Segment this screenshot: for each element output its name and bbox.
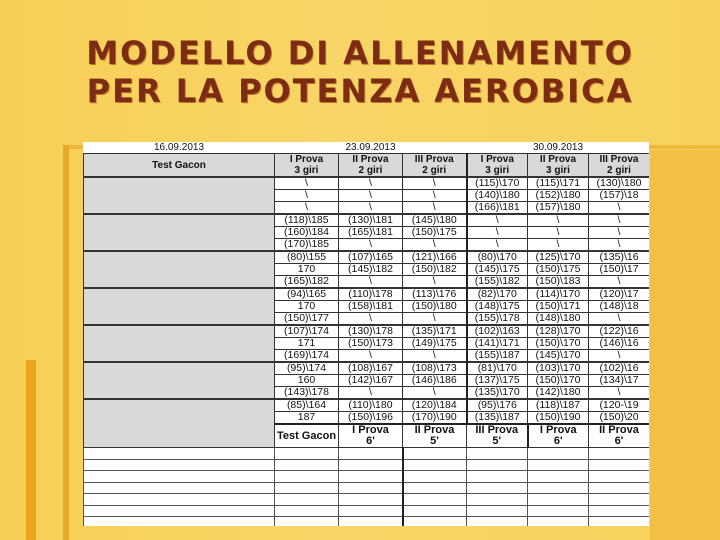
empty-cell <box>275 494 339 506</box>
table-row <box>84 288 650 301</box>
data-cell: (95)\176 <box>467 399 528 412</box>
row-label-cell <box>84 325 275 362</box>
data-cell: (157)\180 <box>528 202 589 215</box>
data-cell: (135)\171 <box>403 325 467 338</box>
data-cell: \ <box>467 227 528 239</box>
empty-cell <box>84 494 275 506</box>
data-cell: (165)\181 <box>339 227 403 239</box>
data-cell: \ <box>339 313 403 326</box>
data-cell: (149)\175 <box>403 338 467 350</box>
header-prova: III Prova <box>599 154 639 165</box>
row-label-cell <box>84 362 275 399</box>
empty-cell <box>339 505 403 517</box>
data-cell: \ <box>467 239 528 252</box>
header-prova: I Prova <box>352 424 389 436</box>
data-cell: \ <box>403 177 467 190</box>
data-cell: (108)\173 <box>403 362 467 375</box>
header-giri: 3 giri <box>294 165 319 176</box>
data-cell: \ <box>403 276 467 289</box>
data-cell: (102)\163 <box>467 325 528 338</box>
header-prova: II Prova <box>599 424 639 436</box>
empty-cell <box>403 459 467 471</box>
empty-cell <box>84 459 275 471</box>
data-cell: (150)\196 <box>339 412 403 425</box>
data-cell: (145)\182 <box>339 264 403 276</box>
empty-cell <box>467 482 528 494</box>
data-cell: \ <box>467 214 528 227</box>
empty-cell <box>84 471 275 483</box>
data-cell: (142)\180 <box>528 387 589 400</box>
data-cell: (135)\170 <box>467 387 528 400</box>
empty-row <box>84 471 650 483</box>
data-cell: (150)\17 <box>589 264 650 276</box>
data-cell: (142)\167 <box>339 375 403 387</box>
decorative-right-block <box>650 150 720 540</box>
empty-row <box>84 494 650 506</box>
table-row <box>84 214 650 227</box>
header-minutes: 6' <box>553 435 563 447</box>
header-giri: 3 giri <box>546 165 570 176</box>
data-cell: (122)\16 <box>589 325 650 338</box>
data-cell: (120)\17 <box>589 288 650 301</box>
empty-cell <box>275 448 339 460</box>
header-prova: III Prova <box>475 424 519 436</box>
data-cell: \ <box>589 313 650 326</box>
data-cell: (107)\174 <box>275 325 339 338</box>
empty-cell <box>467 517 528 527</box>
data-cell: \ <box>339 190 403 202</box>
data-cell: (114)\170 <box>528 288 589 301</box>
data-cell: (145)\180 <box>403 214 467 227</box>
data-cell: (150)\170 <box>528 375 589 387</box>
data-cell: (148)\18 <box>589 301 650 313</box>
empty-row <box>84 482 650 494</box>
empty-cell <box>467 448 528 460</box>
spreadsheet-table <box>83 142 649 526</box>
empty-row <box>84 517 650 527</box>
empty-cell <box>339 448 403 460</box>
data-cell: \ <box>589 202 650 215</box>
data-cell: (170)\190 <box>403 412 467 425</box>
date-cell: 16.09.2013 <box>84 142 275 154</box>
empty-cell <box>589 471 650 483</box>
data-cell: \ <box>589 350 650 363</box>
data-cell: \ <box>403 202 467 215</box>
data-cell: \ <box>339 202 403 215</box>
data-cell: (150)\190 <box>528 412 589 425</box>
data-cell: \ <box>339 276 403 289</box>
data-cell: (150)\182 <box>403 264 467 276</box>
header-cell <box>467 154 528 178</box>
data-cell: (152)\180 <box>528 190 589 202</box>
empty-cell <box>528 505 589 517</box>
data-cell: \ <box>528 227 589 239</box>
data-cell: \ <box>339 239 403 252</box>
data-cell: (80)\170 <box>467 251 528 264</box>
empty-row <box>84 448 650 460</box>
empty-cell <box>403 471 467 483</box>
data-cell: (150)\180 <box>403 301 467 313</box>
data-cell: (121)\166 <box>403 251 467 264</box>
header-minutes: 5' <box>492 435 502 447</box>
empty-cell <box>528 494 589 506</box>
empty-cell <box>403 494 467 506</box>
data-cell: \ <box>403 350 467 363</box>
empty-cell <box>467 494 528 506</box>
training-table <box>83 142 649 526</box>
data-cell: \ <box>403 387 467 400</box>
data-cell: (85)\164 <box>275 399 339 412</box>
row-label-cell <box>84 177 275 214</box>
header-cell <box>339 154 403 178</box>
data-cell: (113)\176 <box>403 288 467 301</box>
data-cell: (160)\184 <box>275 227 339 239</box>
data-cell: (141)\171 <box>467 338 528 350</box>
data-cell: (137)\175 <box>467 375 528 387</box>
empty-cell <box>528 471 589 483</box>
header-prova: II Prova <box>352 154 389 165</box>
data-cell: (134)\17 <box>589 375 650 387</box>
bottom-test-label-cell: Test Gacon <box>275 424 339 448</box>
empty-cell <box>275 517 339 527</box>
empty-cell <box>589 505 650 517</box>
data-cell: \ <box>589 239 650 252</box>
empty-cell <box>275 459 339 471</box>
data-cell: \ <box>528 239 589 252</box>
row-label-cell <box>84 399 275 448</box>
data-cell: \ <box>275 202 339 215</box>
empty-row <box>84 505 650 517</box>
data-cell: \ <box>589 387 650 400</box>
empty-cell <box>467 459 528 471</box>
data-cell: (118)\187 <box>528 399 589 412</box>
data-cell: (146)\16 <box>589 338 650 350</box>
header-minutes: 6' <box>614 435 624 447</box>
bottom-header-cell <box>403 424 467 448</box>
data-cell: (158)\181 <box>339 301 403 313</box>
empty-cell <box>467 505 528 517</box>
data-cell: (135)\16 <box>589 251 650 264</box>
header-prova: III Prova <box>414 154 454 165</box>
table-row <box>84 325 650 338</box>
header-giri: 2 giri <box>358 165 383 176</box>
empty-cell <box>339 459 403 471</box>
decorative-vertical-bar <box>63 145 69 540</box>
data-cell: (115)\171 <box>528 177 589 190</box>
data-cell: 160 <box>275 375 339 387</box>
empty-cell <box>589 448 650 460</box>
data-cell: (102)\16 <box>589 362 650 375</box>
data-cell: (140)\180 <box>467 190 528 202</box>
data-cell: (128)\170 <box>528 325 589 338</box>
table-row <box>84 251 650 264</box>
data-cell: (155)\178 <box>467 313 528 326</box>
header-giri: 2 giri <box>607 165 631 176</box>
empty-cell <box>339 494 403 506</box>
empty-cell <box>589 517 650 527</box>
slide-title <box>0 34 720 110</box>
date-row <box>84 142 650 154</box>
empty-cell <box>589 459 650 471</box>
header-prova: II Prova <box>414 424 455 436</box>
date-cell: 30.09.2013 <box>467 142 650 154</box>
empty-cell <box>403 448 467 460</box>
data-cell: (110)\178 <box>339 288 403 301</box>
decorative-left-bar <box>26 360 36 540</box>
data-cell: \ <box>528 214 589 227</box>
table-row <box>84 399 650 412</box>
data-cell: (103)\170 <box>528 362 589 375</box>
empty-cell <box>339 517 403 527</box>
data-cell: (130)\181 <box>339 214 403 227</box>
empty-cell <box>275 471 339 483</box>
data-cell: (155)\182 <box>467 276 528 289</box>
header-minutes: 5' <box>430 435 439 447</box>
row-label-cell <box>84 251 275 288</box>
data-cell: \ <box>589 276 650 289</box>
data-cell: (170)\185 <box>275 239 339 252</box>
data-cell: 170 <box>275 301 339 313</box>
slide-title-line1: MODELLO DI ALLENAMENTO <box>86 34 634 72</box>
data-cell: (150)\20 <box>589 412 650 425</box>
empty-cell <box>589 494 650 506</box>
data-cell: (81)\170 <box>467 362 528 375</box>
header-giri: 2 giri <box>422 165 447 176</box>
data-cell: 187 <box>275 412 339 425</box>
data-cell: (150)\183 <box>528 276 589 289</box>
bottom-header-cell <box>589 424 650 448</box>
data-cell: (150)\175 <box>528 264 589 276</box>
empty-cell <box>528 448 589 460</box>
data-cell: (95)\174 <box>275 362 339 375</box>
data-cell: (150)\173 <box>339 338 403 350</box>
header-cell <box>275 154 339 178</box>
data-cell: (115)\170 <box>467 177 528 190</box>
empty-cell <box>528 482 589 494</box>
header-cell <box>589 154 650 178</box>
data-cell: (145)\170 <box>528 350 589 363</box>
data-cell: 171 <box>275 338 339 350</box>
empty-cell <box>84 482 275 494</box>
data-cell: \ <box>589 227 650 239</box>
bottom-header-cell <box>528 424 589 448</box>
empty-cell <box>275 482 339 494</box>
empty-cell <box>275 505 339 517</box>
empty-cell <box>403 505 467 517</box>
data-cell: (118)\185 <box>275 214 339 227</box>
header-giri: 3 giri <box>485 165 510 176</box>
bottom-header-cell <box>339 424 403 448</box>
data-cell: (157)\18 <box>589 190 650 202</box>
empty-cell <box>84 505 275 517</box>
header-prova: I Prova <box>480 154 514 165</box>
data-cell: (120)\184 <box>403 399 467 412</box>
data-cell: \ <box>275 190 339 202</box>
data-cell: (150)\175 <box>403 227 467 239</box>
header-cell <box>528 154 589 178</box>
table-row <box>84 362 650 375</box>
data-cell: 170 <box>275 264 339 276</box>
data-cell: (143)\178 <box>275 387 339 400</box>
row-label-cell <box>84 288 275 325</box>
empty-row <box>84 459 650 471</box>
test-label-cell: Test Gacon <box>84 154 275 178</box>
row-label-cell <box>84 214 275 251</box>
data-cell: (165)\182 <box>275 276 339 289</box>
empty-cell <box>403 517 467 527</box>
data-cell: (150)\171 <box>528 301 589 313</box>
empty-cell <box>339 471 403 483</box>
data-cell: (94)\165 <box>275 288 339 301</box>
data-cell: (130)\178 <box>339 325 403 338</box>
data-cell: (108)\167 <box>339 362 403 375</box>
data-cell: (110)\180 <box>339 399 403 412</box>
empty-cell <box>403 482 467 494</box>
date-cell: 23.09.2013 <box>275 142 467 154</box>
data-cell: \ <box>275 177 339 190</box>
header-row <box>84 154 650 178</box>
data-cell: (150)\170 <box>528 338 589 350</box>
data-cell: (146)\186 <box>403 375 467 387</box>
header-minutes: 6' <box>366 435 375 447</box>
data-cell: (148)\180 <box>528 313 589 326</box>
header-cell <box>403 154 467 178</box>
data-cell: \ <box>339 387 403 400</box>
data-cell: (166)\181 <box>467 202 528 215</box>
data-cell: (80)\155 <box>275 251 339 264</box>
data-cell: (145)\175 <box>467 264 528 276</box>
bottom-header-cell <box>467 424 528 448</box>
data-cell: (150)\177 <box>275 313 339 326</box>
data-cell: \ <box>403 239 467 252</box>
header-prova: I Prova <box>539 424 577 436</box>
data-cell: (107)\165 <box>339 251 403 264</box>
slide-title-line2: PER LA POTENZA AEROBICA <box>86 72 634 110</box>
data-cell: (135)\187 <box>467 412 528 425</box>
empty-cell <box>589 482 650 494</box>
empty-cell <box>84 448 275 460</box>
data-cell: (82)\170 <box>467 288 528 301</box>
data-cell: (130)\180 <box>589 177 650 190</box>
empty-cell <box>339 482 403 494</box>
data-cell: (125)\170 <box>528 251 589 264</box>
empty-cell <box>84 517 275 527</box>
data-cell: \ <box>339 177 403 190</box>
empty-cell <box>528 459 589 471</box>
empty-cell <box>467 471 528 483</box>
data-cell: (155)\187 <box>467 350 528 363</box>
header-prova: I Prova <box>289 154 324 165</box>
data-cell: (169)\174 <box>275 350 339 363</box>
data-cell: \ <box>403 313 467 326</box>
data-cell: \ <box>403 190 467 202</box>
data-cell: \ <box>339 350 403 363</box>
empty-cell <box>528 517 589 527</box>
data-cell: \ <box>589 214 650 227</box>
table-row <box>84 177 650 190</box>
data-cell: (148)\175 <box>467 301 528 313</box>
data-cell: (120-\19 <box>589 399 650 412</box>
header-prova: II Prova <box>539 154 577 165</box>
